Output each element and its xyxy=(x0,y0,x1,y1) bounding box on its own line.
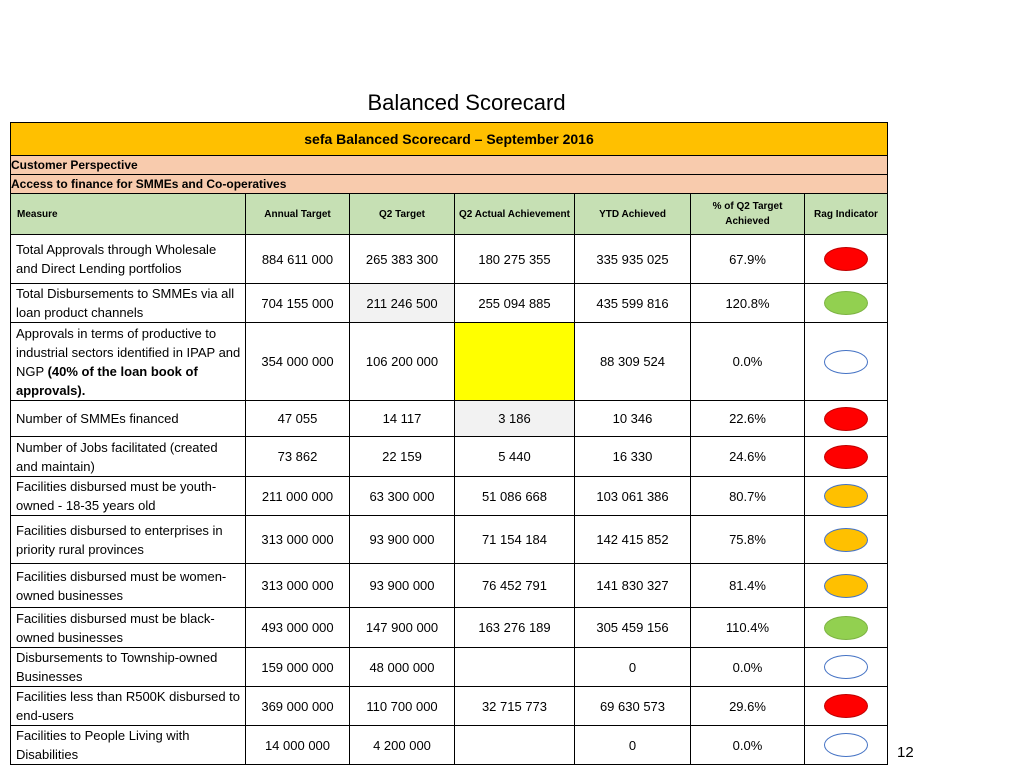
q2-actual-cell: 3 186 xyxy=(455,401,575,437)
table-row xyxy=(11,687,888,726)
rag-indicator-amber xyxy=(824,574,868,598)
table-row xyxy=(11,726,888,765)
header-ytd-achieved: YTD Achieved xyxy=(575,194,691,235)
header-q2-target: Q2 Target xyxy=(350,194,455,235)
annual-target-cell: 493 000 000 xyxy=(246,608,350,648)
pct-achieved-cell: 75.8% xyxy=(691,516,805,564)
page-number: 12 xyxy=(897,744,914,761)
q2-target-cell: 211 246 500 xyxy=(350,284,455,323)
rag-indicator-white xyxy=(824,655,868,679)
ytd-achieved-cell: 0 xyxy=(575,648,691,687)
q2-target-cell: 265 383 300 xyxy=(350,235,455,284)
rag-indicator-white xyxy=(824,733,868,757)
q2-actual-cell: 5 440 xyxy=(455,437,575,477)
rag-indicator-white xyxy=(824,350,868,374)
rag-indicator-red xyxy=(824,247,868,271)
q2-target-cell: 4 200 000 xyxy=(350,726,455,765)
measure-cell xyxy=(11,477,246,516)
rag-indicator-cell xyxy=(805,564,888,608)
q2-target-cell: 106 200 000 xyxy=(350,323,455,401)
measure-text: Facilities less than R500K disbursed to end-users xyxy=(16,689,241,723)
q2-target-cell: 93 900 000 xyxy=(350,516,455,564)
header-annual-target: Annual Target xyxy=(246,194,350,235)
measure-cell xyxy=(11,516,246,564)
header-q2-actual: Q2 Actual Achievement xyxy=(455,194,575,235)
rag-indicator-red xyxy=(824,445,868,469)
rag-indicator-green xyxy=(824,291,868,315)
q2-target-cell: 110 700 000 xyxy=(350,687,455,726)
q2-target-cell: 147 900 000 xyxy=(350,608,455,648)
table-row xyxy=(11,648,888,687)
q2-actual-cell: 163 276 189 xyxy=(455,608,575,648)
ytd-achieved-cell: 0 xyxy=(575,726,691,765)
q2-actual-cell xyxy=(455,726,575,765)
annual-target-cell: 369 000 000 xyxy=(246,687,350,726)
pct-achieved-cell: 0.0% xyxy=(691,648,805,687)
measure-cell xyxy=(11,648,246,687)
q2-actual-cell: 71 154 184 xyxy=(455,516,575,564)
pct-achieved-cell: 0.0% xyxy=(691,323,805,401)
measure-bold-text: (40% of the loan book of approvals). xyxy=(16,363,198,398)
balanced-scorecard-table xyxy=(10,122,888,765)
measure-cell xyxy=(11,608,246,648)
ytd-achieved-cell: 103 061 386 xyxy=(575,477,691,516)
ytd-achieved-cell: 88 309 524 xyxy=(575,323,691,401)
objective-label: Access to finance for SMMEs and Co-operatives xyxy=(11,175,888,194)
rag-indicator-cell xyxy=(805,284,888,323)
pct-achieved-cell: 22.6% xyxy=(691,401,805,437)
pct-achieved-cell: 29.6% xyxy=(691,687,805,726)
rag-indicator-cell xyxy=(805,726,888,765)
measure-cell xyxy=(11,235,246,284)
table-banner-row xyxy=(11,123,888,156)
measure-text: Number of SMMEs financed xyxy=(16,411,179,426)
ytd-achieved-cell: 305 459 156 xyxy=(575,608,691,648)
rag-indicator-cell xyxy=(805,608,888,648)
header-rag-indicator: Rag Indicator xyxy=(805,194,888,235)
pct-achieved-cell: 24.6% xyxy=(691,437,805,477)
table-row xyxy=(11,401,888,437)
objective-row xyxy=(11,175,888,194)
annual-target-cell: 704 155 000 xyxy=(246,284,350,323)
table-banner: sefa Balanced Scorecard – September 2016 xyxy=(11,123,888,156)
table-row xyxy=(11,235,888,284)
pct-achieved-cell: 0.0% xyxy=(691,726,805,765)
annual-target-cell: 14 000 000 xyxy=(246,726,350,765)
measure-cell xyxy=(11,687,246,726)
q2-actual-cell: 51 086 668 xyxy=(455,477,575,516)
pct-achieved-cell: 110.4% xyxy=(691,608,805,648)
pct-achieved-cell: 67.9% xyxy=(691,235,805,284)
ytd-achieved-cell: 142 415 852 xyxy=(575,516,691,564)
measure-text: Disbursements to Township-owned Businesses xyxy=(16,650,218,684)
rag-indicator-cell xyxy=(805,437,888,477)
table-row xyxy=(11,608,888,648)
measure-text: Facilities disbursed must be black-owned businesses xyxy=(16,610,215,645)
measure-text: Facilities to People Living with Disabilities xyxy=(16,728,190,762)
measure-text: Total Disbursements to SMMEs via all loan product channels xyxy=(16,286,235,320)
column-header-row xyxy=(11,194,888,235)
rag-indicator-cell xyxy=(805,516,888,564)
annual-target-cell: 211 000 000 xyxy=(246,477,350,516)
ytd-achieved-cell: 10 346 xyxy=(575,401,691,437)
annual-target-cell: 159 000 000 xyxy=(246,648,350,687)
q2-actual-cell: 180 275 355 xyxy=(455,235,575,284)
q2-target-cell: 48 000 000 xyxy=(350,648,455,687)
ytd-achieved-cell: 335 935 025 xyxy=(575,235,691,284)
measure-cell xyxy=(11,437,246,477)
measure-text: Facilities disbursed must be youth-owned - 18-35 years old xyxy=(16,479,217,513)
annual-target-cell: 73 862 xyxy=(246,437,350,477)
page-title: Balanced Scorecard xyxy=(367,90,566,115)
q2-actual-cell: 76 452 791 xyxy=(455,564,575,608)
measure-cell xyxy=(11,726,246,765)
rag-indicator-cell xyxy=(805,477,888,516)
measure-cell xyxy=(11,401,246,437)
ytd-achieved-cell: 141 830 327 xyxy=(575,564,691,608)
measure-cell xyxy=(11,323,246,401)
annual-target-cell: 313 000 000 xyxy=(246,516,350,564)
q2-target-cell: 93 900 000 xyxy=(350,564,455,608)
pct-achieved-cell: 81.4% xyxy=(691,564,805,608)
q2-actual-cell: 255 094 885 xyxy=(455,284,575,323)
measure-text: Total Approvals through Wholesale and Direct Lending portfolios xyxy=(16,242,217,276)
measure-cell xyxy=(11,284,246,323)
table-row xyxy=(11,516,888,564)
rag-indicator-red xyxy=(824,407,868,431)
header-measure: Measure xyxy=(11,194,246,235)
rag-indicator-cell xyxy=(805,648,888,687)
perspective-label: Customer Perspective xyxy=(11,156,888,175)
perspective-row xyxy=(11,156,888,175)
q2-target-cell: 63 300 000 xyxy=(350,477,455,516)
annual-target-cell: 47 055 xyxy=(246,401,350,437)
q2-actual-cell: 32 715 773 xyxy=(455,687,575,726)
ytd-achieved-cell: 16 330 xyxy=(575,437,691,477)
ytd-achieved-cell: 69 630 573 xyxy=(575,687,691,726)
rag-indicator-cell xyxy=(805,687,888,726)
pct-achieved-cell: 80.7% xyxy=(691,477,805,516)
annual-target-cell: 884 611 000 xyxy=(246,235,350,284)
annual-target-cell: 354 000 000 xyxy=(246,323,350,401)
table-row xyxy=(11,477,888,516)
ytd-achieved-cell: 435 599 816 xyxy=(575,284,691,323)
rag-indicator-cell xyxy=(805,235,888,284)
q2-target-cell: 14 117 xyxy=(350,401,455,437)
rag-indicator-amber xyxy=(824,528,868,552)
table-row xyxy=(11,437,888,477)
table-row xyxy=(11,323,888,401)
q2-actual-cell xyxy=(455,323,575,401)
table-row xyxy=(11,284,888,323)
header-pct-achieved: % of Q2 Target Achieved xyxy=(691,194,805,235)
rag-indicator-cell xyxy=(805,323,888,401)
pct-achieved-cell: 120.8% xyxy=(691,284,805,323)
measure-text: Facilities disbursed must be women-owned businesses xyxy=(16,568,227,603)
rag-indicator-amber xyxy=(824,484,868,508)
table-body xyxy=(11,235,888,765)
q2-actual-cell xyxy=(455,648,575,687)
rag-indicator-cell xyxy=(805,401,888,437)
rag-indicator-red xyxy=(824,694,868,718)
table-row xyxy=(11,564,888,608)
q2-target-cell: 22 159 xyxy=(350,437,455,477)
measure-text: Facilities disbursed to enterprises in priority rural provinces xyxy=(16,522,223,557)
measure-cell xyxy=(11,564,246,608)
measure-text: Approvals in terms of productive to industrial sectors identified in IPAP and NGP xyxy=(16,325,241,379)
measure-text: Number of Jobs facilitated (created and maintain) xyxy=(16,439,218,474)
rag-indicator-green xyxy=(824,616,868,640)
annual-target-cell: 313 000 000 xyxy=(246,564,350,608)
